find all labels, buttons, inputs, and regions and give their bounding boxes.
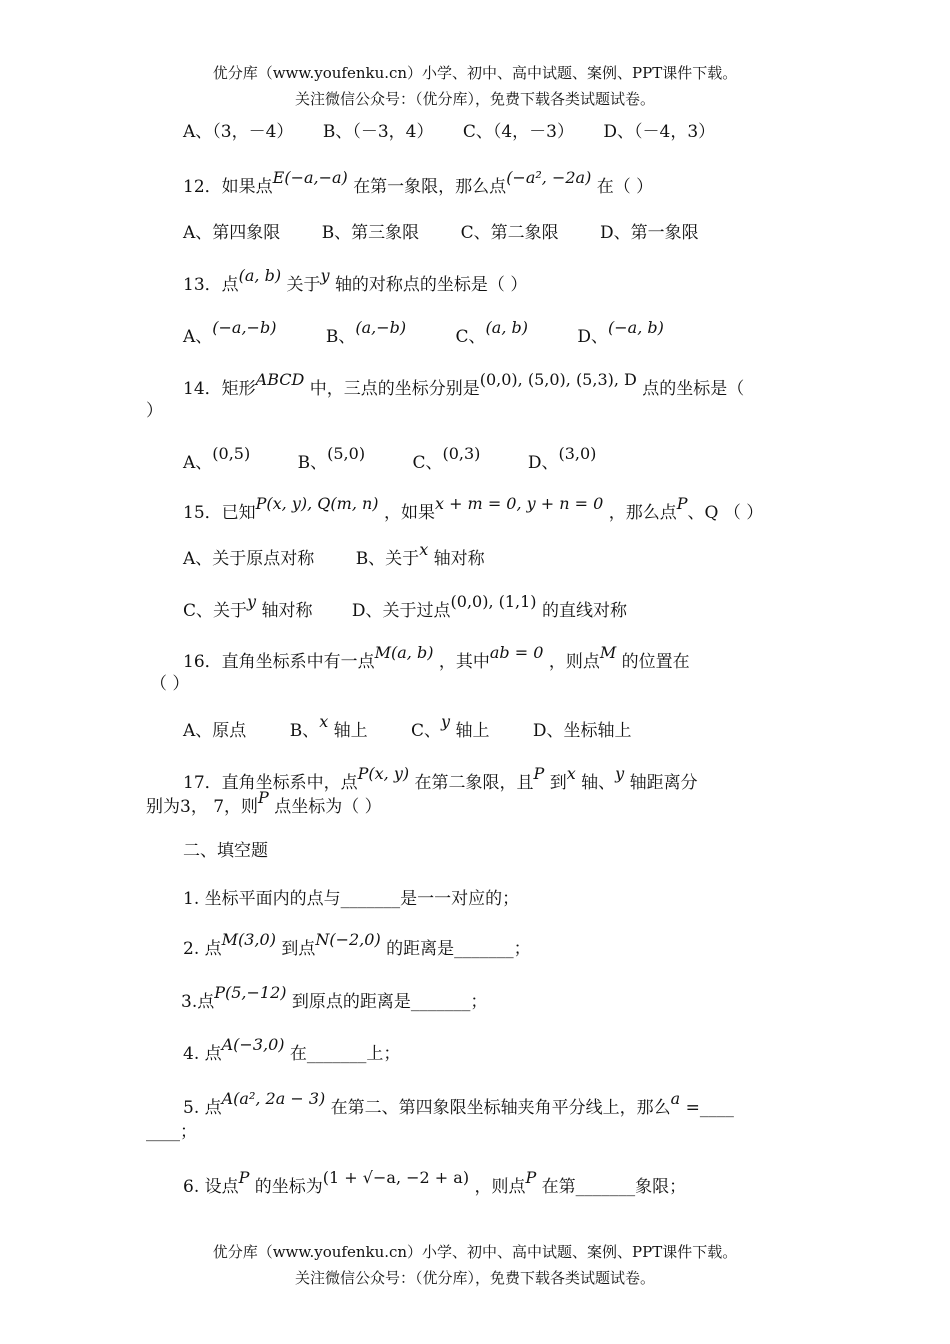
fill-2-text-4: ； [513,939,531,959]
q17-math-2: P [533,764,545,783]
q15-text-1: 15．已知 [183,503,256,523]
q13-text-3: 轴的对称点的坐标是（ ） [334,275,528,295]
fill-3-blank: _______ [410,992,471,1012]
q16-option-c-math: y [441,712,451,731]
q16-option-b-math: x [319,712,329,731]
q16-text-2: ，其中 [438,652,490,672]
q13-options [183,318,664,347]
footer-line-2: 关注微信公众号：（优分库），免费下载各类试题试卷。 [294,1269,655,1287]
fill-2-text-3: 的距离是 [386,939,455,959]
q17-continuation [146,788,382,817]
q16-option-b-text-2: 轴上 [333,721,368,741]
fill-4 [183,1035,401,1064]
q12-math-2: (−a², −2a) [506,168,592,187]
q12-option-a: A、第四象限 [183,223,281,243]
q14-question [183,370,745,399]
fill-4-text-2: 在 [289,1044,307,1064]
fill-5-math-2: a [670,1089,681,1108]
fill-2-math-2: N(−2,0) [315,930,381,949]
q13-math-1: (a, b) [238,266,282,285]
q17-text-3: 到 [549,773,567,793]
q15-option-b-math: x [419,540,429,559]
q13-option-c: C、 [455,327,486,347]
q16-math-1: M(a, b) [374,643,434,662]
q15-option-d-math: (0,0), (1,1) [450,592,537,611]
q14-text-1: 14．矩形 [183,379,256,399]
q11-option-b: B、（－3，4） [322,122,434,142]
q16-option-d: D、坐标轴上 [532,721,632,741]
fill-4-math-1: A(−3,0) [221,1035,285,1054]
fill-4-text-3: 上； [366,1044,401,1064]
fill-6-math-3: P [525,1168,537,1187]
fill-6-text-4: 在第 [541,1177,576,1197]
section-title: 二、填空题 [183,841,268,861]
q13-math-2: y [320,266,330,285]
q15-option-b-text-2: 轴对称 [433,549,485,569]
q17-cont-text-2: 点坐标为（ ） [274,797,382,817]
fill-3-text-3: ； [470,992,488,1012]
q14-option-a-math: (0,5) [212,444,251,463]
q13-question [183,266,528,295]
fill-6-text-5: 象限； [635,1177,687,1197]
q17-text-2: 在第二象限，且 [414,773,534,793]
q11-option-c: C、（4，－3） [462,122,574,142]
q13-option-d-math: (−a, b) [608,318,664,337]
fill-1-text-1: 1. 坐标平面内的点与 [183,889,341,909]
q12-math-1: E(−a,−a) [272,168,348,187]
fill-1-text-2: 是一一对应的； [400,889,520,909]
q16-text-1: 16．直角坐标系中有一点 [183,652,375,672]
footer-line-1: 优分库（www.youfenku.cn）小学、初中、高中试题、案例、PPT课件下载。 [212,1243,738,1261]
q16-text-3: ，则点 [548,652,600,672]
fill-5-continuation: ____； [146,1122,197,1142]
q15-text-2: ，如果 [383,503,435,523]
q13-text-1: 13．点 [183,275,239,295]
q14-option-a: A、 [183,453,213,473]
fill-2-text-2: 到点 [281,939,316,959]
q12-text-2: 在第一象限，那么点 [353,177,507,197]
q14-options [183,444,597,473]
fill-5-math-1: A(a², 2a − 3) [221,1089,326,1108]
q14-text-3: 点的坐标是（ [642,379,745,399]
fill-6-math-1: P [238,1168,250,1187]
fill-4-blank: _______ [306,1044,367,1064]
q15-option-b-text-1: B、关于 [355,549,420,569]
q15-option-d-text-1: D、关于过点 [351,601,451,621]
q15-question [183,494,764,523]
q17-text-5: 轴距离分 [629,773,698,793]
fill-5 [183,1089,734,1118]
fill-3-math-1: P(5,−12) [214,983,287,1002]
q12-option-c: C、第二象限 [460,223,559,243]
fill-5-text-1: 5. 点 [183,1098,222,1118]
q16-question [183,643,690,672]
q13-option-a: A、 [183,327,213,347]
q15-option-c-text-1: C、关于 [183,601,248,621]
q16-option-c-text-2: 轴上 [455,721,490,741]
fill-2-blank: _______ [454,939,514,959]
q16-option-c-text-1: C、 [411,721,442,741]
q16-option-b-text-1: B、 [289,721,320,741]
q16-options [183,712,632,741]
q13-option-c-math: (a, b) [485,318,528,337]
q14-continuation: ） [146,401,163,421]
fill-3-text-2: 到原点的距离是 [291,992,411,1012]
q15-option-c-math: y [247,592,257,611]
q15-math-3: P [676,494,688,513]
q12-question [183,168,654,197]
fill-2-text-1: 2. 点 [183,939,222,959]
fill-2-math-1: M(3,0) [221,930,276,949]
q14-math-2: (0,0), (5,0), (5,3), D [479,370,637,389]
q11-options [183,117,715,142]
q17-text-4: 轴、 [581,773,616,793]
q14-math-1: ABCD [255,370,305,389]
q15-option-d-text-2: 的直线对称 [541,601,627,621]
fill-5-text-2: 在第二、第四象限坐标轴夹角平分线上，那么 [330,1098,671,1118]
fill-1 [183,884,519,909]
q13-option-b: B、 [325,327,356,347]
fill-6-text-2: 的坐标为 [254,1177,323,1197]
q15-text-4: 、Q （ ） [687,503,764,523]
q14-option-d-math: (3,0) [558,444,597,463]
q14-option-c-math: (0,3) [442,444,481,463]
q16-text-4: 的位置在 [621,652,690,672]
fill-5-text-3: =____ [685,1098,734,1118]
q17-cont-text-1: 别为3， 7，则 [146,797,259,817]
fill-4-text-1: 4. 点 [183,1044,222,1064]
q15-option-a: A、关于原点对称 [183,549,315,569]
fill-6-blank: _______ [575,1177,636,1197]
q12-options [183,218,699,243]
q14-option-b-math: (5,0) [327,444,366,463]
q14-option-c: C、 [412,453,443,473]
q15-math-1: P(x, y), Q(m, n) [255,494,379,513]
q15-options-cd [183,592,627,621]
q16-math-2: ab = 0 [489,643,544,662]
q17-math-1: P(x, y) [357,764,410,783]
q16-option-a: A、原点 [183,721,247,741]
q13-option-b-math: (a,−b) [355,318,407,337]
q13-option-a-math: (−a,−b) [212,318,277,337]
fill-6-text-3: ，则点 [474,1177,526,1197]
q14-text-2: 中，三点的坐标分别是 [309,379,480,399]
fill-1-blank: _______ [340,889,401,909]
fill-6-math-2: (1 + √−a, −2 + a) [322,1168,470,1187]
q13-text-2: 关于 [286,275,321,295]
q14-option-b: B、 [297,453,328,473]
q15-text-3: ，那么点 [608,503,677,523]
q14-option-d: D、 [527,453,559,473]
q17-math-3: x [566,764,576,783]
fill-6-text-1: 6. 设点 [183,1177,239,1197]
q17-text-1: 17．直角坐标系中，点 [183,773,358,793]
q15-option-c-text-2: 轴对称 [261,601,313,621]
q12-option-b: B、第三象限 [321,223,420,243]
fill-3-text-1: 3.点 [181,992,215,1012]
fill-3 [181,983,488,1012]
q12-text-3: 在（ ） [596,177,654,197]
q15-options-ab [183,540,485,569]
q12-option-d: D、第一象限 [600,223,699,243]
q16-continuation: （ ） [150,674,190,694]
q17-cont-math: P [258,788,269,807]
q11-option-d: D、（－4，3） [603,122,716,142]
q13-option-d: D、 [577,327,609,347]
fill-6 [183,1168,687,1197]
q15-math-2: x + m = 0, y + n = 0 [434,494,604,513]
q12-text-1: 12．如果点 [183,177,273,197]
q17-math-4: y [615,764,625,783]
header-line-1: 优分库（www.youfenku.cn）小学、初中、高中试题、案例、PPT课件下载。 [212,64,738,82]
fill-2 [183,930,531,959]
q11-option-a: A、（3，－4） [183,122,294,142]
header-line-2: 关注微信公众号：（优分库），免费下载各类试题试卷。 [294,90,655,108]
q16-math-3: M [599,643,617,662]
